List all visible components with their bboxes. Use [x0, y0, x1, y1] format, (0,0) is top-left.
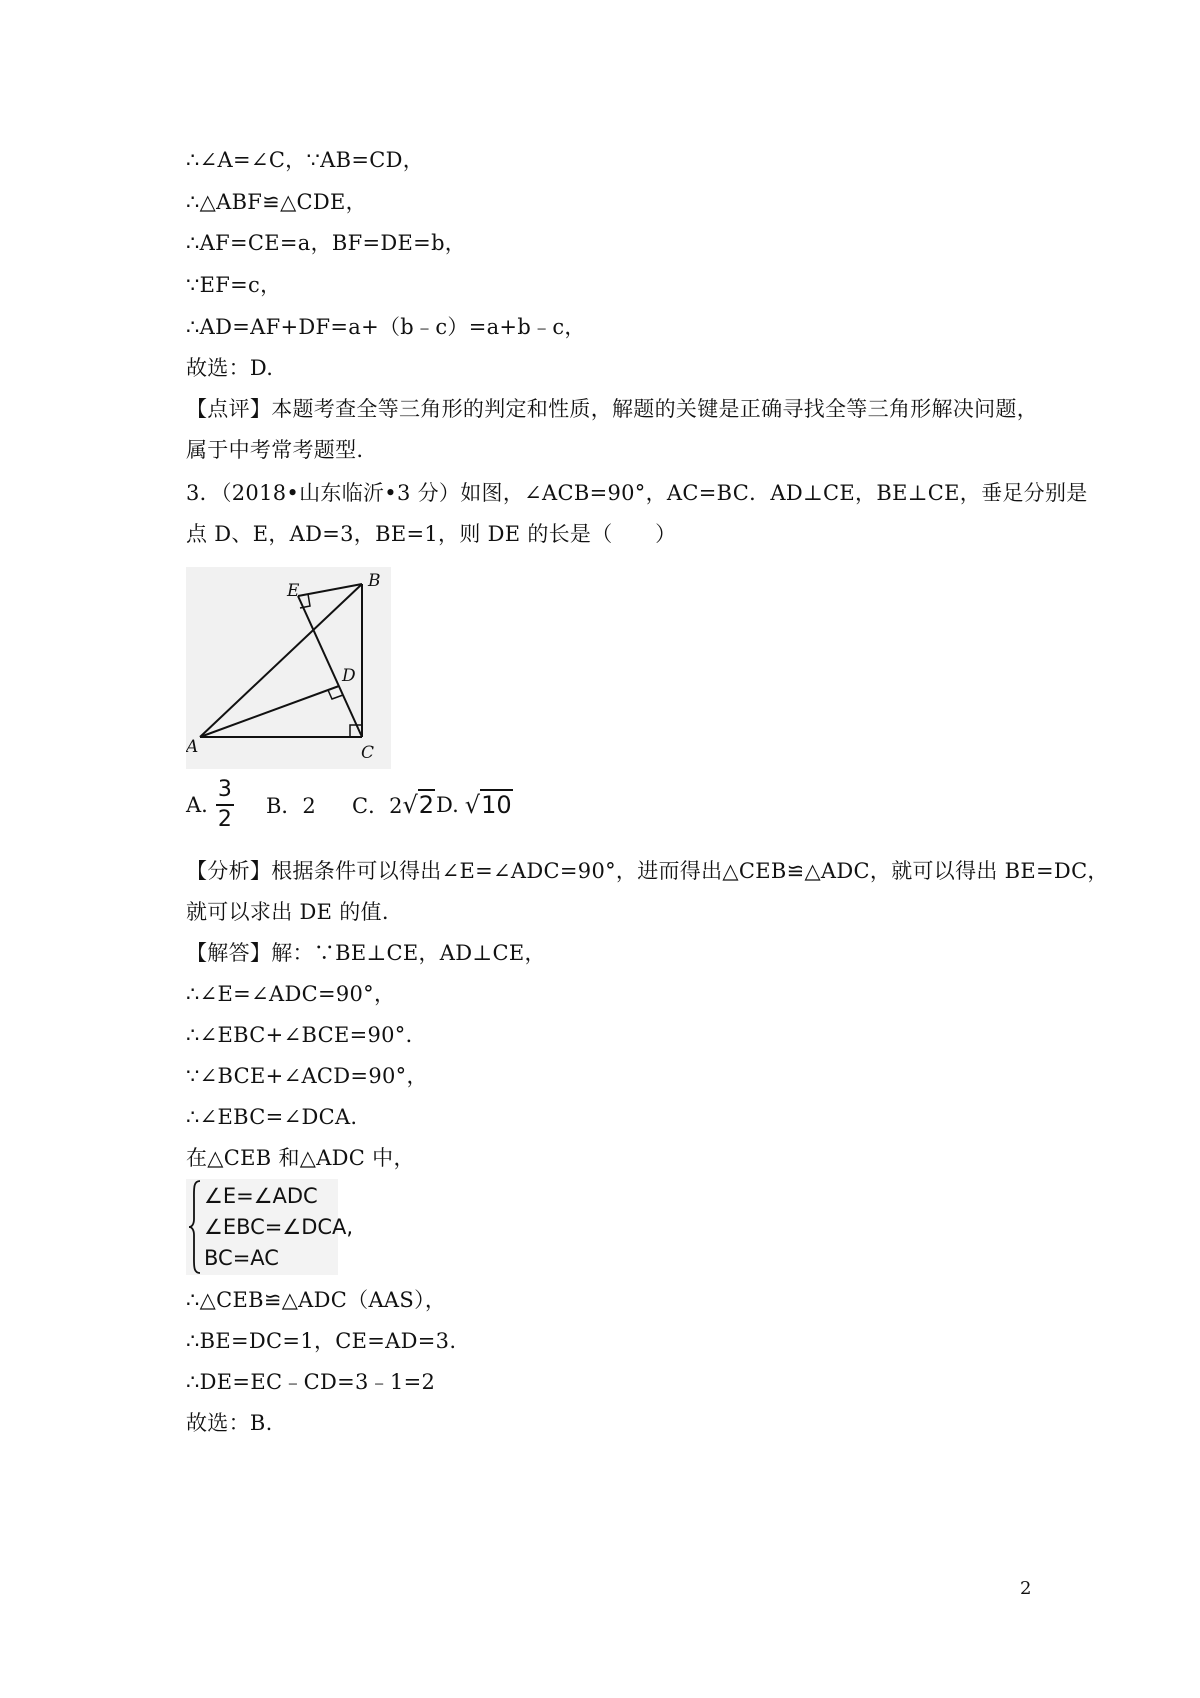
radical-root-2: √2 [402, 791, 435, 819]
text-line-1: ∴∠A=∠C，∵AB=CD， [186, 148, 425, 172]
solution-line-1: 【解答】解：∵BE⊥CE，AD⊥CE， [186, 941, 546, 965]
text-line-3: ∴AF=CE=a，BF=DE=b， [186, 231, 467, 255]
option-a [186, 775, 234, 835]
fraction-three-halves [216, 778, 234, 832]
option-d [436, 775, 513, 835]
option-a-label: A. [186, 793, 208, 817]
segment-ab [200, 584, 362, 737]
comment-line-2: 属于中考常考题型. [186, 438, 364, 462]
solution-line-9: ∴DE=EC﹣CD=3﹣1=2 [186, 1370, 436, 1394]
solution-line-2: ∴∠E=∠ADC=90°， [186, 982, 396, 1006]
fraction-numerator: 3 [217, 777, 232, 802]
solution-line-5: ∴∠EBC=∠DCA. [186, 1105, 358, 1129]
text-line-6: 故选：D. [186, 356, 274, 380]
analysis-line-2: 就可以求出 DE 的值. [186, 900, 389, 924]
question-line-1: 3．（2018•山东临沂•3 分）如图，∠ACB=90°，AC=BC．AD⊥CE，BE⊥CE，垂足分别是 [186, 481, 1088, 505]
equation-1: ∠E=∠ADC [204, 1184, 318, 1208]
text-line-2: ∴△ABF≌△CDE， [186, 190, 367, 214]
radical-root-10: √10 [464, 791, 512, 819]
equation-3: BC=AC [204, 1246, 279, 1270]
equation-system [186, 1179, 354, 1275]
text-line-4: ∵EF=c， [186, 273, 282, 297]
solution-line-10: 故选：B. [186, 1411, 273, 1435]
segment-ad [200, 686, 339, 737]
label-b: B [368, 571, 381, 591]
solution-line-4: ∵∠BCE+∠ACD=90°， [186, 1064, 428, 1088]
radicand-2: 2 [418, 791, 435, 819]
triangle-diagram [186, 567, 391, 769]
fraction-denominator: 2 [217, 807, 232, 832]
label-c: C [361, 743, 375, 763]
radicand-10: 10 [481, 791, 512, 819]
label-e: E [287, 581, 300, 601]
solution-line-6: 在△CEB 和△ADC 中， [186, 1146, 415, 1170]
label-d: D [342, 666, 356, 686]
analysis-line-1: 【分析】根据条件可以得出∠E=∠ADC=90°，进而得出△CEB≌△ADC，就可以得出 BE=DC， [186, 859, 1109, 883]
solution-line-3: ∴∠EBC+∠BCE=90°． [186, 1023, 427, 1047]
brace-icon [188, 1179, 202, 1275]
option-c [352, 775, 435, 835]
option-b: B．2 [266, 794, 316, 818]
option-c-label: C．2 [352, 794, 403, 818]
comment-line-1: 【点评】本题考查全等三角形的判定和性质，解题的关键是正确寻找全等三角形解决问题， [186, 397, 1038, 421]
solution-line-7: ∴△CEB≌△ADC（AAS）， [186, 1288, 447, 1312]
solution-line-8: ∴BE=DC=1，CE=AD=3. [186, 1329, 457, 1353]
page-number: 2 [1020, 1578, 1032, 1599]
option-d-label: D. [436, 793, 459, 817]
text-line-5: ∴AD=AF+DF=a+（b﹣c）=a+b﹣c， [186, 315, 586, 339]
question-line-2: 点 D、E，AD=3，BE=1，则 DE 的长是（ ） [186, 522, 677, 546]
equation-2: ∠EBC=∠DCA, [204, 1215, 354, 1239]
triangle-figure [186, 567, 391, 769]
label-a: A [186, 737, 199, 757]
